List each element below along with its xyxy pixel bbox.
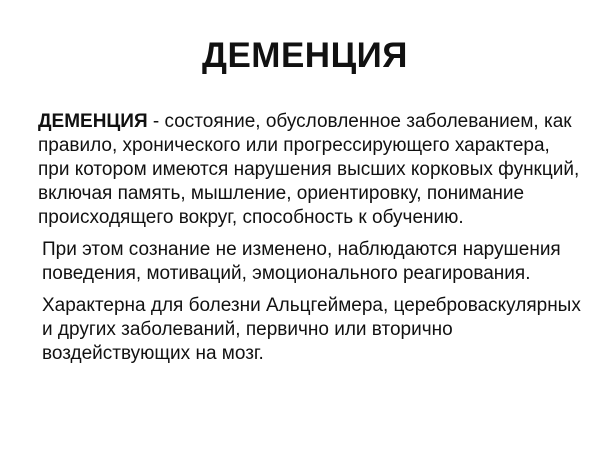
slide-body (38, 110, 583, 366)
paragraph-diseases: Характерна для болезни Альцгеймера, цереброваскулярных и других заболеваний, первично или вторично воздействующих на мозг. (42, 295, 581, 364)
definition-paragraph (38, 110, 583, 230)
slide-title: ДЕМЕНЦИЯ (202, 36, 408, 75)
paragraph-consciousness: При этом сознание не изменено, наблюдаются нарушения поведения, мотиваций, эмоционального реагирования. (42, 239, 561, 284)
definition-term: ДЕМЕНЦИЯ (38, 111, 148, 132)
definition-text: - состояние, обусловленное заболеванием, как правило, хронического или прогрессирующего характера, при котором имеются нарушения высших корковых функций, включая память, мышление, ориентировку, понимание происходящего вокруг, способность к обучению. (38, 111, 580, 228)
